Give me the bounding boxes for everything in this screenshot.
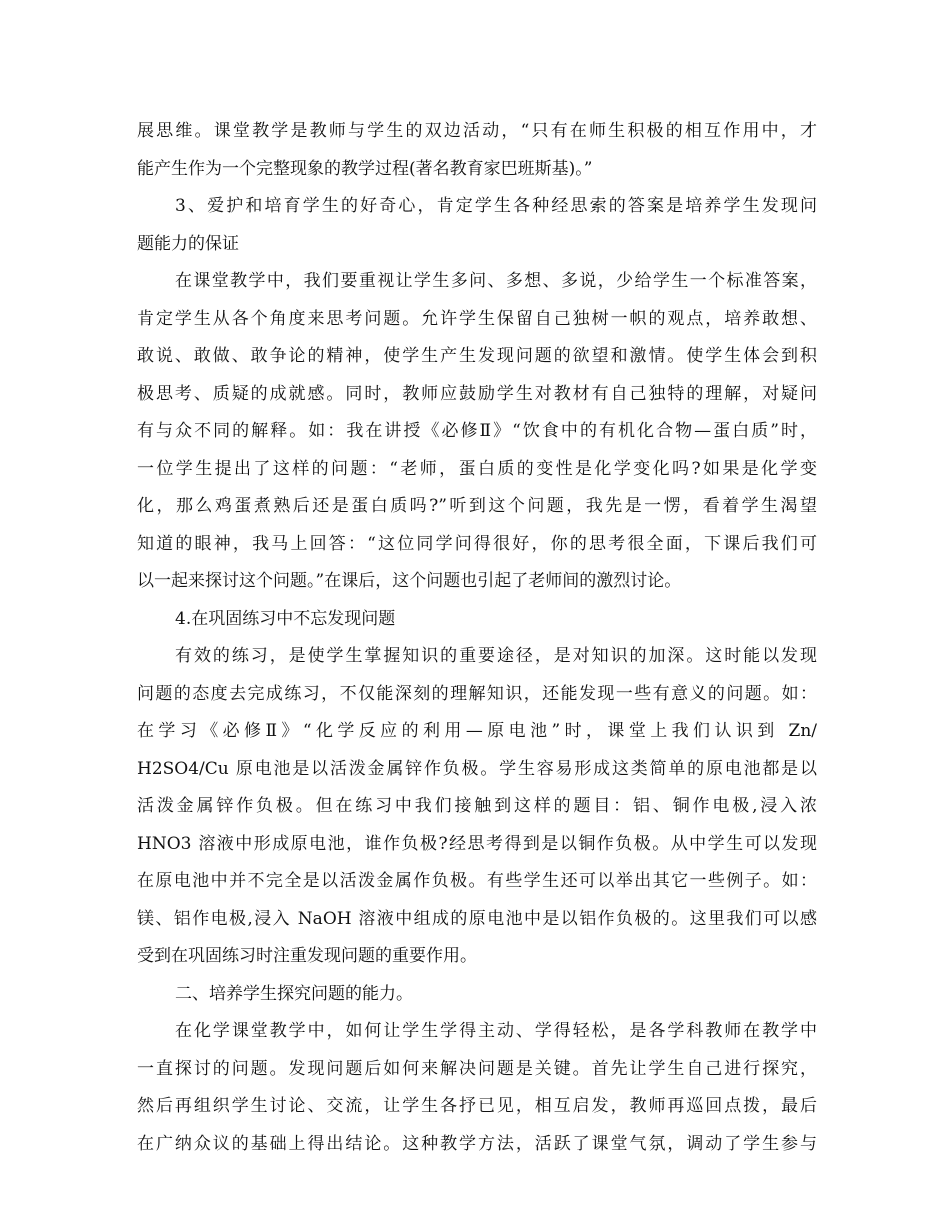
paragraph [137, 1013, 817, 1163]
text-line: 展思维。课堂教学是教师与学生的双边活动，“只有在师生积极的相互作用中，才 [137, 121, 817, 141]
text-line: 问题的态度去完成练习，不仅能深刻的理解知识，还能发现一些有意义的问题。如： [137, 683, 817, 704]
text-line: 肯定学生从各个角度来思考问题。允许学生保留自己独树一帜的观点，培养敢想、 [137, 308, 817, 329]
text-line: 敢说、敢做、敢争论的精神，使学生产生发现问题的欲望和激情。使学生体会到积 [137, 346, 817, 366]
section-heading [137, 188, 817, 263]
text-line: 镁、铝作电极,浸入 NaOH 溶液中组成的原电池中是以铝作负极的。这里我们可以感 [137, 908, 817, 929]
text-line: HNO3 溶液中形成原电池，谁作负极?经思考得到是以铜作负极。从中学生可以发现 [137, 833, 817, 854]
text-line: 在课堂教学中，我们要重视让学生多问、多想、多说，少给学生一个标准答案， [175, 271, 817, 291]
text-line: 4.在巩固练习中不忘发现问题 [175, 608, 396, 629]
text-line: 能产生作为一个完整现象的教学过程(著名教育家巴班斯基)。” [137, 158, 593, 179]
text-line: 一直探讨的问题。发现问题后如何来解决问题是关键。首先让学生自己进行探究， [137, 1058, 817, 1079]
text-line: 3、爱护和培育学生的好奇心，肯定学生各种经思索的答案是培养学生发现问 [175, 196, 817, 216]
text-line: 活泼金属锌作负极。但在练习中我们接触到这样的题目：铝、铜作电极,浸入浓 [137, 796, 817, 816]
text-line: 以一起来探讨这个问题。”在课后，这个问题也引起了老师间的激烈讨论。 [137, 571, 682, 591]
section-heading [137, 976, 817, 1014]
text-line: 在学习《必修Ⅱ》“化学反应的利用—原电池”时，课堂上我们认识到 Zn/ [137, 721, 817, 741]
text-line: 有与众不同的解释。如：我在讲授《必修Ⅱ》“饮食中的有机化合物—蛋白质”时， [137, 421, 817, 441]
document-page [137, 113, 817, 1163]
text-line: 化，那么鸡蛋煮熟后还是蛋白质吗?”听到这个问题，我先是一愣，看着学生渴望 [137, 496, 817, 516]
text-line: 二、培养学生探究问题的能力。 [175, 983, 413, 1004]
text-line: 极思考、质疑的成就感。同时，教师应鼓励学生对教材有自己独特的理解，对疑问 [137, 383, 817, 404]
paragraph [137, 263, 817, 601]
text-line: 在广纳众议的基础上得出结论。这种教学方法，活跃了课堂气氛，调动了学生参与 [137, 1133, 817, 1154]
text-line: 在原电池中并不完全是以活泼金属作负极。有些学生还可以举出其它一些例子。如： [137, 871, 817, 891]
text-line: H2SO4/Cu 原电池是以活泼金属锌作负极。学生容易形成这类简单的原电池都是以 [137, 758, 817, 779]
paragraph [137, 113, 817, 188]
text-line: 然后再组织学生讨论、交流，让学生各抒已见，相互启发，教师再巡回点拨，最后 [137, 1096, 817, 1116]
text-line: 受到在巩固练习时注重发现问题的重要作用。 [137, 946, 477, 966]
paragraph [137, 638, 817, 976]
text-line: 在化学课堂教学中，如何让学生学得主动、学得轻松，是各学科教师在教学中 [175, 1021, 817, 1041]
text-line: 知道的眼神，我马上回答：“这位同学问得很好，你的思考很全面，下课后我们可 [137, 533, 817, 554]
text-line: 一位学生提出了这样的问题：“老师，蛋白质的变性是化学变化吗?如果是化学变 [137, 458, 817, 479]
text-line: 有效的练习，是使学生掌握知识的重要途径，是对知识的加深。这时能以发现 [175, 646, 817, 666]
section-heading [137, 601, 817, 639]
text-line: 题能力的保证 [137, 233, 239, 254]
